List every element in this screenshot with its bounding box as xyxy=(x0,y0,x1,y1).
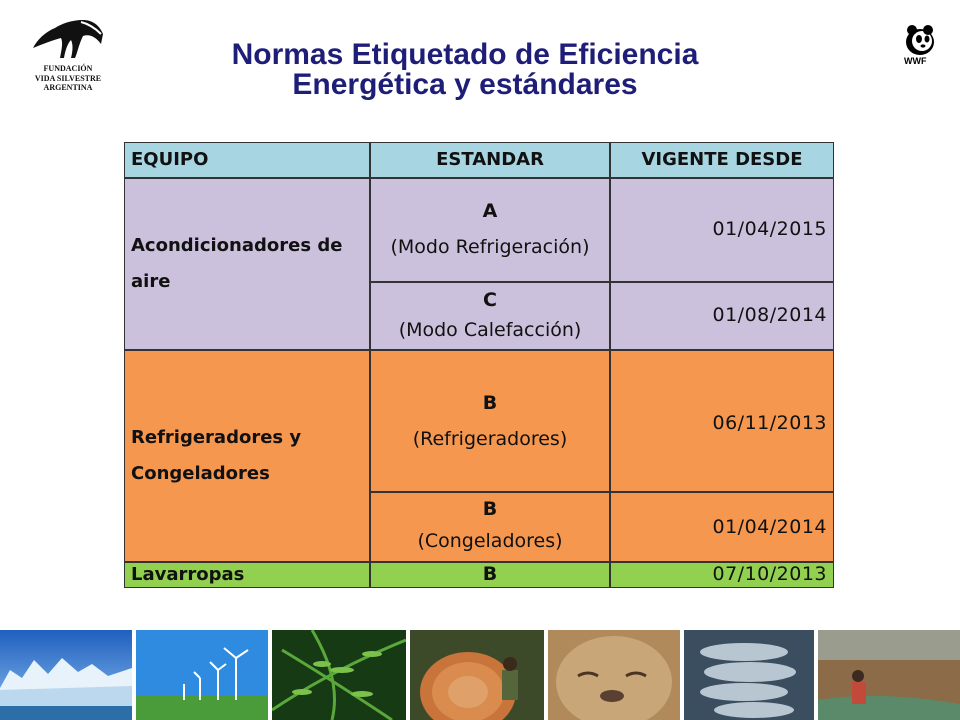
header-estandar: ESTANDAR xyxy=(370,142,610,178)
logo-line-2: VIDA SILVESTRE xyxy=(34,73,102,83)
wind-turbines-photo xyxy=(136,630,268,720)
fecha-congeladores: 01/04/2014 xyxy=(610,492,834,562)
fundacion-logo xyxy=(18,14,118,109)
equipo-refrigeradores: Refrigeradores y Congeladores xyxy=(124,350,370,562)
logging-photo xyxy=(410,630,544,720)
header-equipo: EQUIPO xyxy=(124,142,370,178)
std-detail: (Modo Refrigeración) xyxy=(390,236,590,258)
fecha-aire-a: 01/04/2015 xyxy=(610,178,834,282)
panda-icon xyxy=(900,24,936,56)
estandar-aire-c xyxy=(370,282,610,350)
title-line-1: Normas Etiquetado de Eficiencia xyxy=(231,38,699,71)
std-code: C xyxy=(483,289,497,311)
estandar-congeladores xyxy=(370,492,610,562)
title-line-2: Energética y estándares xyxy=(292,68,638,101)
child-water-photo xyxy=(818,630,960,720)
std-detail: (Congeladores) xyxy=(417,530,563,552)
std-code: B xyxy=(482,392,498,414)
fish-photo xyxy=(684,630,814,720)
glacier-photo xyxy=(0,630,132,720)
header-vigente: VIGENTE DESDE xyxy=(610,142,834,178)
estandar-refrigeradores xyxy=(370,350,610,492)
seal-photo xyxy=(548,630,680,720)
fern-photo xyxy=(272,630,406,720)
wwf-text: WWF xyxy=(904,56,927,66)
wwf-logo xyxy=(900,24,940,70)
estandar-aire-a xyxy=(370,178,610,282)
std-code: A xyxy=(482,200,498,222)
estandar-lavarropas: B xyxy=(370,562,610,588)
photo-strip xyxy=(0,630,960,720)
logo-line-3: ARGENTINA xyxy=(43,83,93,92)
std-detail: (Refrigeradores) xyxy=(412,428,568,450)
logo-line-1: FUNDACIÓN xyxy=(43,64,93,73)
equipo-aire: Acondicionadores de aire xyxy=(124,178,370,350)
fecha-lavarropas: 07/10/2013 xyxy=(610,562,834,588)
std-code: B xyxy=(482,498,498,520)
standards-table xyxy=(124,142,834,588)
fecha-refrigeradores: 06/11/2013 xyxy=(610,350,834,492)
std-detail: (Modo Calefacción) xyxy=(398,319,582,341)
fecha-aire-c: 01/08/2014 xyxy=(610,282,834,350)
page-title xyxy=(150,40,780,100)
equipo-lavarropas: Lavarropas xyxy=(124,562,370,588)
anteater-icon xyxy=(31,14,105,60)
